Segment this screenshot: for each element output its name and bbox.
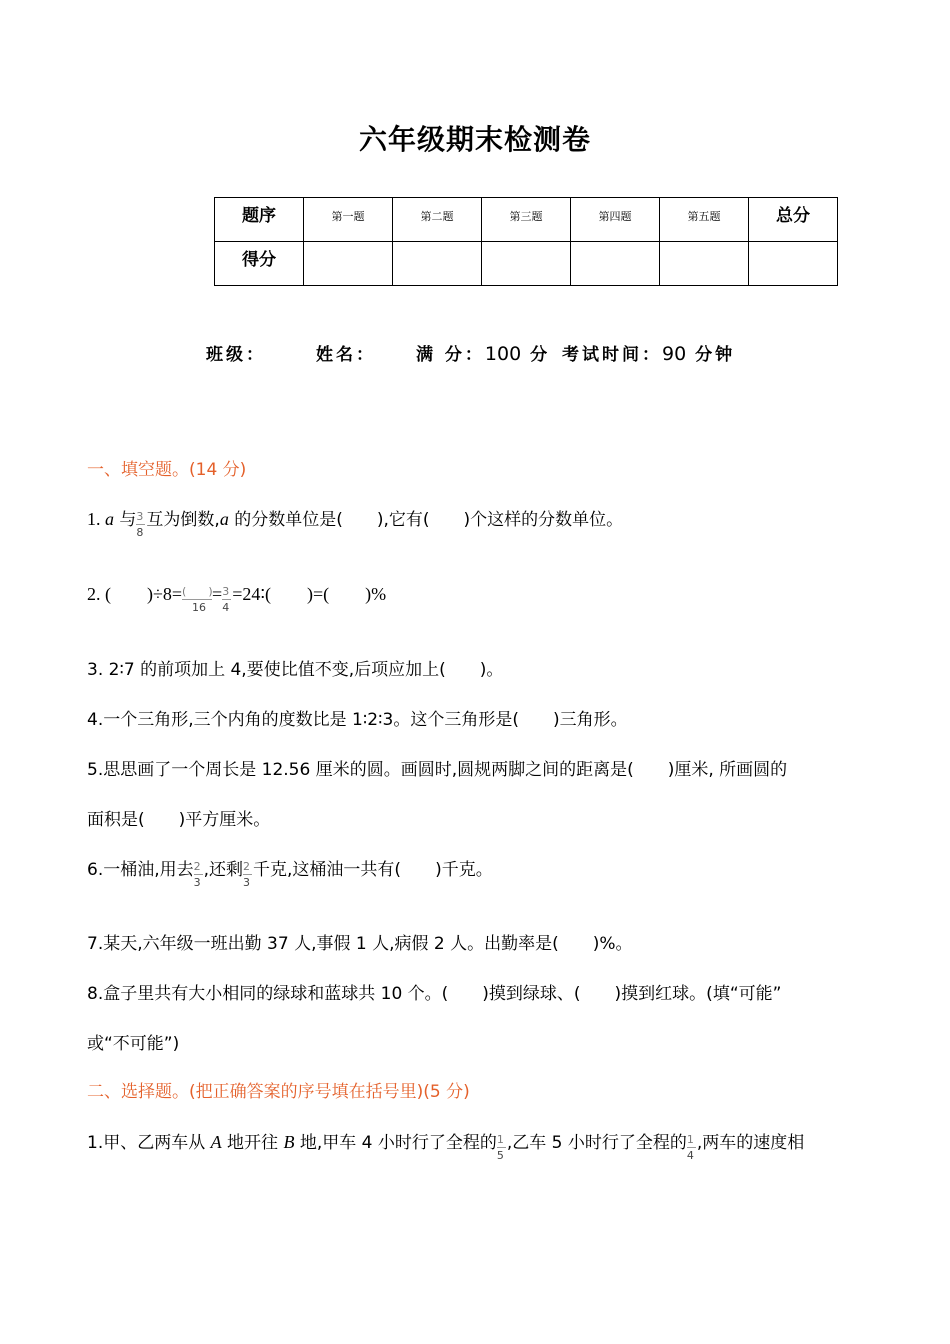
name-label: 姓名：: [316, 345, 376, 365]
question-2: 2. ( )÷8= $\frac{( )}{16}$ = $\frac{3}{4}$ =24∶( )=( )%: [87, 584, 387, 614]
page-title: 六年级期末检测卷: [358, 123, 591, 156]
question-5-line-2: 面积是( )平方厘米。: [87, 810, 271, 830]
question-6: 6.一桶油,用去 $\frac{2}{3}$ ,还剩 $\frac{2}{3}$ 千克,这桶油一共有( )千克。: [87, 855, 493, 880]
fraction: $\frac{3}{8}$: [136, 510, 144, 539]
question-1: 1. a 与 $\frac{3}{8}$ 互为倒数,a 的分数单位是( ),它有( )个这样的分数单位。: [87, 509, 624, 539]
score-cell-label: 题序: [215, 198, 304, 242]
score-table: [214, 197, 838, 286]
score-cell-q3: 第三题: [482, 198, 571, 242]
question-7: 7.某天,六年级一班出勤 37 人,事假 1 人,病假 2 人。出勤率是( )%。: [87, 934, 633, 954]
score-input-q5[interactable]: [660, 242, 749, 286]
fraction: $\frac{( )}{16}$: [182, 585, 213, 614]
choice-question-1: 1.甲、乙两车从 A 地开往 B 地,甲车 4 小时行了全程的 $\frac{1}{5}$ ,乙车 5 小时行了全程的 $\frac{1}{4}$ ,两车的速度相: [87, 1132, 805, 1162]
score-cell-q4: 第四题: [571, 198, 660, 242]
score-input-q3[interactable]: [482, 242, 571, 286]
score-input-q1[interactable]: [304, 242, 393, 286]
fraction: $\frac{1}{4}$: [686, 1133, 694, 1162]
fraction: $\frac{2}{3}$: [193, 860, 201, 889]
section-heading-choice: 二、选择题。(把正确答案的序号填在括号里)(5 分): [87, 1082, 470, 1102]
full-score: 满 分：100 分: [416, 343, 551, 365]
fraction: $\frac{3}{4}$: [222, 585, 230, 614]
question-5-line-1: 5.思思画了一个周长是 12.56 厘米的圆。画圆时,圆规两脚之间的距离是( )厘米, 所画圆的: [87, 760, 788, 780]
score-input-q4[interactable]: [571, 242, 660, 286]
fraction: $\frac{1}{5}$: [496, 1133, 504, 1162]
score-input-total[interactable]: [749, 242, 838, 286]
section-heading-fill-in: 一、填空题。(14 分): [87, 460, 247, 480]
question-3: 3. 2∶7 的前项加上 4,要使比值不变,后项应加上( )。: [87, 660, 504, 680]
score-cell-total: 总分: [749, 198, 838, 242]
question-8-line-1: 8.盒子里共有大小相同的绿球和蓝球共 10 个。( )摸到绿球、( )摸到红球。(填“可能”: [87, 984, 782, 1004]
score-cell-q2: 第二题: [393, 198, 482, 242]
class-label: 班级：: [206, 345, 266, 365]
score-input-q2[interactable]: [393, 242, 482, 286]
exam-time: 考试时间：90 分钟: [562, 343, 736, 365]
score-row-label: 得分: [215, 242, 304, 286]
score-table-score-row: [215, 242, 838, 286]
question-8-line-2: 或“不可能”): [87, 1034, 180, 1054]
question-4: 4.一个三角形,三个内角的度数比是 1∶2∶3。这个三角形是( )三角形。: [87, 710, 628, 730]
fraction: $\frac{2}{3}$: [243, 860, 251, 889]
score-table-header-row: [215, 198, 838, 242]
score-cell-q5: 第五题: [660, 198, 749, 242]
score-cell-q1: 第一题: [304, 198, 393, 242]
